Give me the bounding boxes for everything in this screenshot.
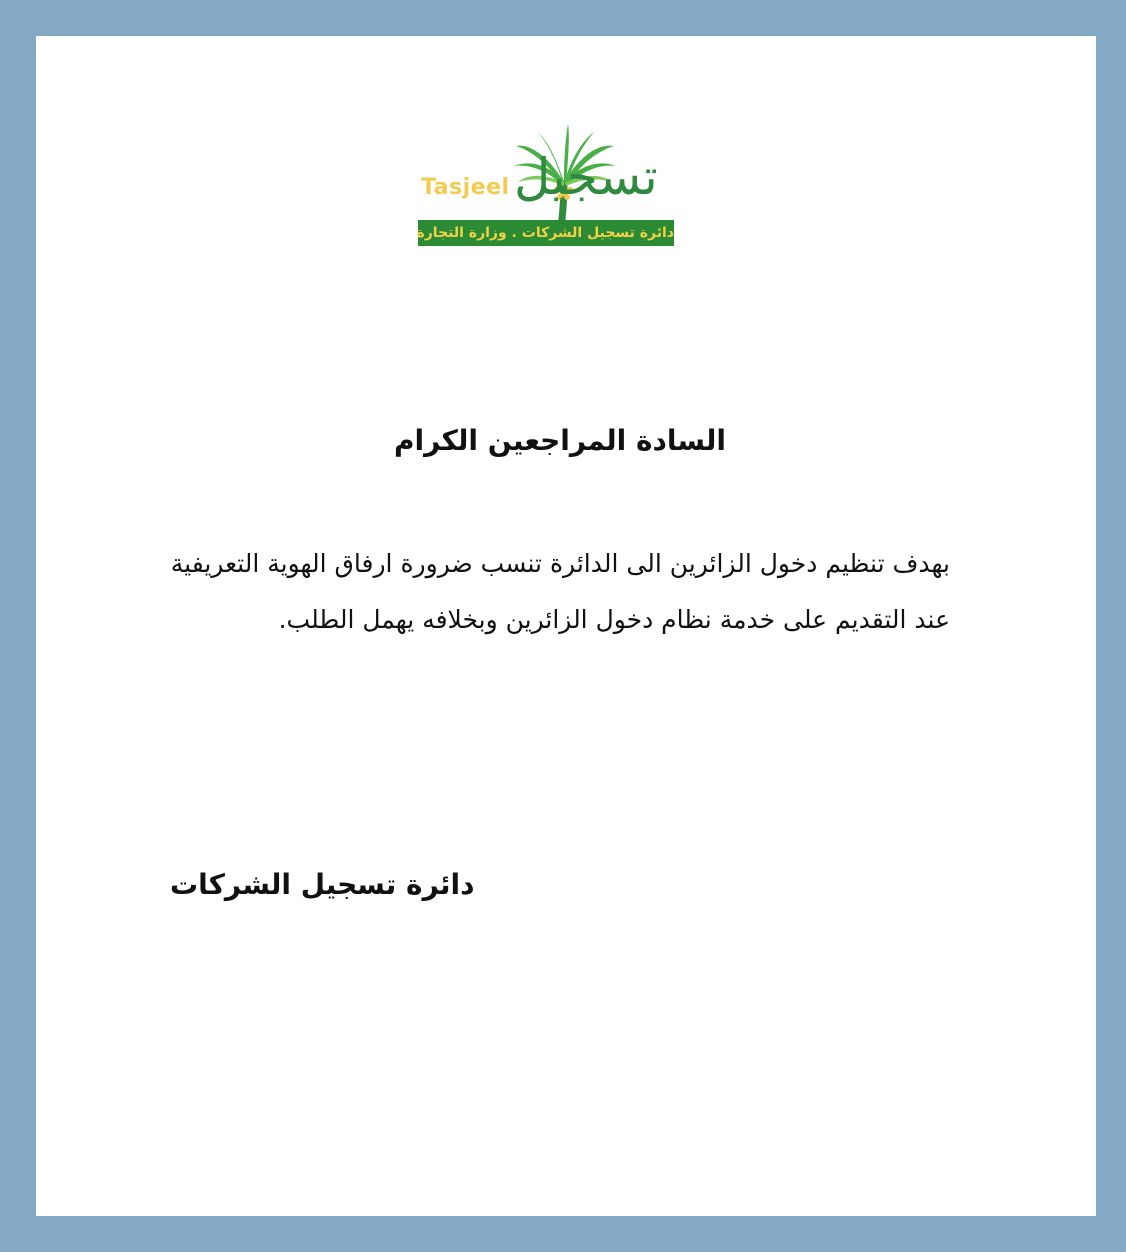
signature-text: دائرة تسجيل الشركات — [170, 868, 475, 901]
notice-sheet — [36, 36, 1096, 1216]
logo-arabic-text: تسجيل — [514, 148, 658, 206]
logo-band-text: دائرة تسجيل الشركات . وزارة التجارة — [418, 220, 674, 246]
notice-signature — [170, 868, 570, 901]
tasjeel-logo — [418, 106, 678, 256]
notice-heading: السادة المراجعين الكرام — [394, 424, 726, 457]
notice-body: بهدف تنظيم دخول الزائرين الى الدائرة تنسب ضرورة ارفاق الهوية التعريفية عند التقديم على خدمة نظام دخول الزائرين وبخلافه يهمل الطلب. — [170, 549, 950, 634]
logo-latin-text: Tasjeel — [421, 175, 510, 200]
